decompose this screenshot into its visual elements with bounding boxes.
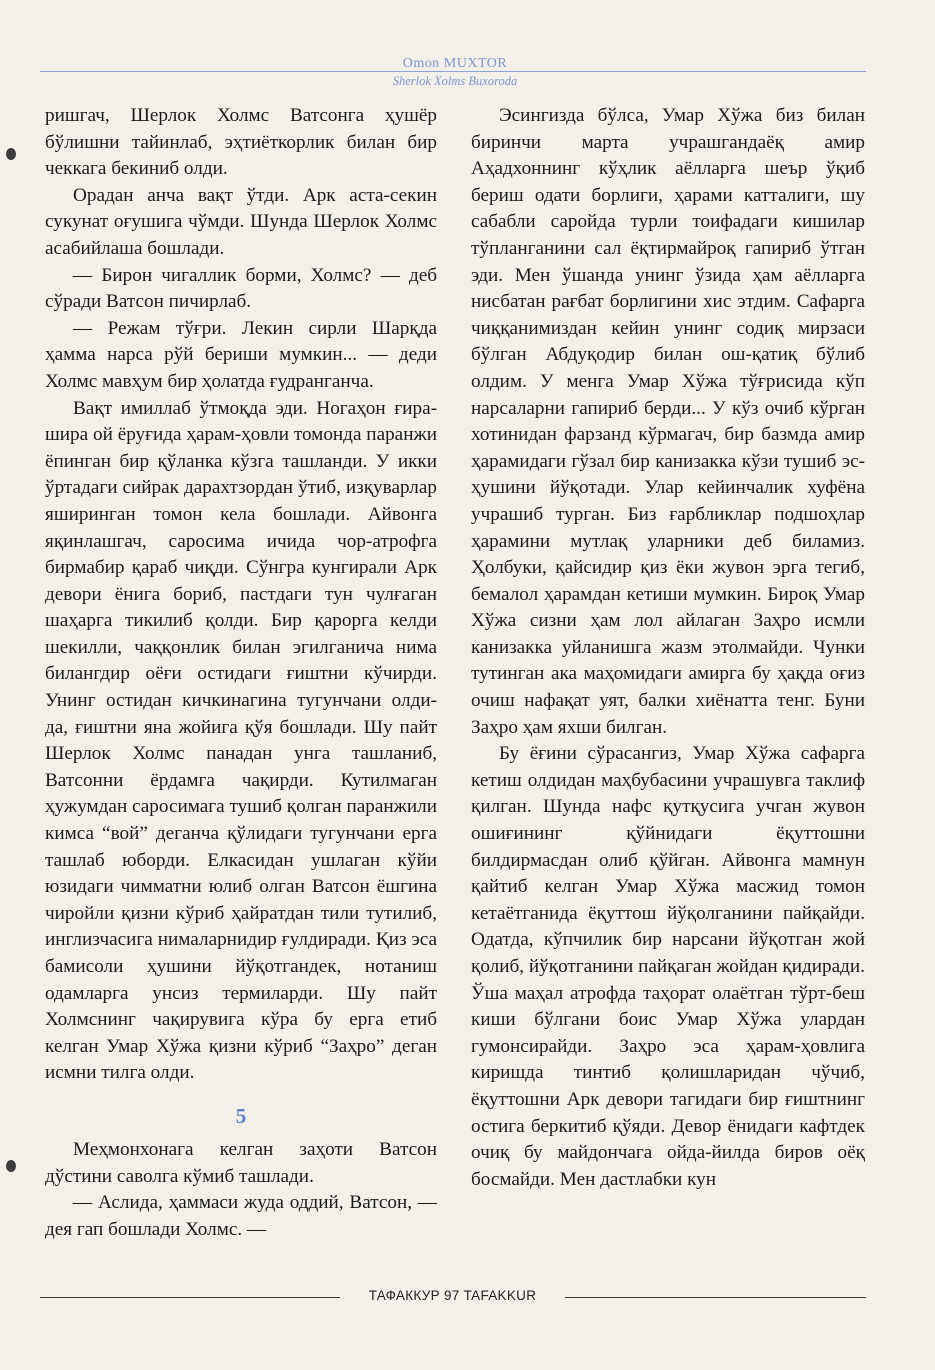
punch-hole-bottom — [6, 1160, 16, 1172]
header-rule — [40, 71, 866, 72]
paragraph: Вақт имиллаб ўтмоқда эди. Ногаҳон ғира-шира ой ёруғида ҳарам-ҳовли томонда паранжи ёпинган бир қўланка кўзга ташланди. У икки ўртадаги сийрак дарахтзордан ўтиб, изқуварлар яширинган томон кела бошлади. Айвонга яқинлашгач, саросима ичида чор-атрофга бирмабир қараб чиқди. Сўнгра кунгирали Арк девори ёнига бориб, пастдаги тун чулғаган шаҳарга тикилиб қолди. Бир қарорга келди шекилли, чаққонлик билан эгилганича нима билангдир оёғи остидаги ғиштни кўчирди. Унинг остидан кичкинагина тугунчани олди-да, ғиштни яна жойига қўя бошлади. Шу пайт Шерлок Холмс панадан унга ташланиб, Ватсонни ёрдамга чақирди. Кутилмаган ҳужумдан саросимага тушиб қолган паранжили кимса “вой” деганча қўлидаги тугунчани ерга ташлаб юборди. Елкасидан ушлаган кўйи юзидаги чимматни юлиб олган Ватсон ёшгина чиройли қизни кўриб ҳайратдан тили тутилиб, инглизчасига нималарнидир ғулдиради. Қиз эса бамисоли ҳушини йўқотгандек, нотаниш одамларга унсиз термиларди. Шу пайт Холмснинг чақирувига кўра бу ерга етиб келган Умар Хўжа қизни кўриб “Заҳро” деган исмни тилга олди. — [45, 397, 437, 1084]
page-footer — [40, 1287, 866, 1307]
punch-hole-top — [6, 148, 16, 160]
paragraph: Бу ёғини сўрасангиз, Умар Хўжа сафарга кетиш олдидан маҳбубасини учрашувга таклиф қилган. Шунда нафс қутқусига учган жувон ошиғининг қўйнидаги ёқуттошни билдирмасдан олиб қўйган. Айвонга мамнун қайтиб келган Умар Хўжа масжид томон кетаётганида ёқуттош йўқолганини пайқайди. Одатда, кўпчилик бир нарсани йўқотган жой қолиб, йўқотганини пайқаган жойдан қидиради. Ўша маҳал атрофда таҳорат олаётган тўрт-беш киши бўлгани боис Умар Хўжа улардан гумонсирайди. Заҳро эса ҳарам-ҳовлига киришда тинтиб қолишларидан чўчиб, ёқуттошни Арк девори тагидаги бир ғиштнинг остига беркитиб қўяди. Девор ёнидаги кафтдек очиқ бу майдончага ойда-йилда биров оёқ босмайди. Мен дастлабки кун — [471, 743, 865, 1190]
footer-page-label: ТАФАККУР 97 TAFAKKUR — [368, 1288, 537, 1303]
paragraph: — Бирон чигаллик борми, Холмс? — деб сўради Ватсон пичирлаб. — [45, 264, 437, 313]
paragraph: ришгач, Шерлок Холмс Ватсонга ҳушёр бўлишни тайинлаб, эҳтиёткорлик билан бир чеккага бекиниб олди. — [45, 105, 437, 180]
left-column — [45, 103, 437, 1243]
right-column — [471, 103, 865, 1193]
section-number: 5 — [235, 1103, 247, 1128]
paragraph: Эсингизда бўлса, Умар Хўжа биз билан биринчи марта учрашгандаёқ амир Аҳадхоннинг кўҳлик аёлларга шеър ўқиб бериш одати борлиги, ҳарами катталиги, шу сабабли саройда турли тоифадаги кишилар тўпланганини сал ёқтирмайроқ гапириб ўтган эди. Мен ўшанда унинг ўзида ҳам аёлларга нисбатан рағбат борлигини хис этдим. Сафарга чиққанимиздан кейин унинг содиқ мирзаси бўлган Абдуқодир билан ош-қатиқ бўлиб олдим. У менга Умар Хўжа тўғрисида кўп нарсаларни гапириб берди... У кўз очиб кўрган хотинидан фарзанд кўрмагач, бир базмда амир ҳарамидаги гўзал бир канизакка кўзи тушиб эс-ҳушини йўқотади. Улар кейинчалик хуфёна учрашиб турган. Биз ғарбликлар подшоҳлар ҳарамини мутлақ уларники деб биламиз. Ҳолбуки, қайсидир қиз ёки жувон эрга тегиб, бемалол ҳарамдан кетиши мумкин. Бироқ Умар Хўжа сизни ҳам лол айлаган Заҳро исмли канизакка уйланишга жазм этолмайди. Чунки тутинган ака маҳомидаги амирга бу ҳақда оғиз очиш нафақат уят, балки хиёнатта тенг. Буни Заҳро ҳам яхши билган. — [471, 105, 865, 738]
paragraph: Орадан анча вақт ўтди. Арк аста-секин сукунат оғушига чўмди. Шунда Шерлок Холмс асабийлаша бошлади. — [45, 184, 437, 259]
header-subtitle: Sherlok Xolms Buxoroda — [392, 74, 518, 88]
paragraph: — Режам тўғри. Лекин сирли Шарқда ҳамма нарса рўй бериши мумкин... — деди Холмс мавҳум бир ҳолатда ғудранганча. — [45, 317, 437, 392]
footer-rule-left — [40, 1297, 340, 1298]
header-author: Omon MUXTOR — [402, 56, 508, 71]
running-header — [40, 52, 870, 92]
footer-rule-right — [565, 1297, 866, 1298]
paragraph: Меҳмонхонага келган заҳоти Ватсон дўстини саволга кўмиб ташлади. — [45, 1138, 437, 1187]
paragraph: — Аслида, ҳаммаси жуда оддий, Ватсон, — дея гап бошлади Холмс. — — [45, 1192, 437, 1240]
